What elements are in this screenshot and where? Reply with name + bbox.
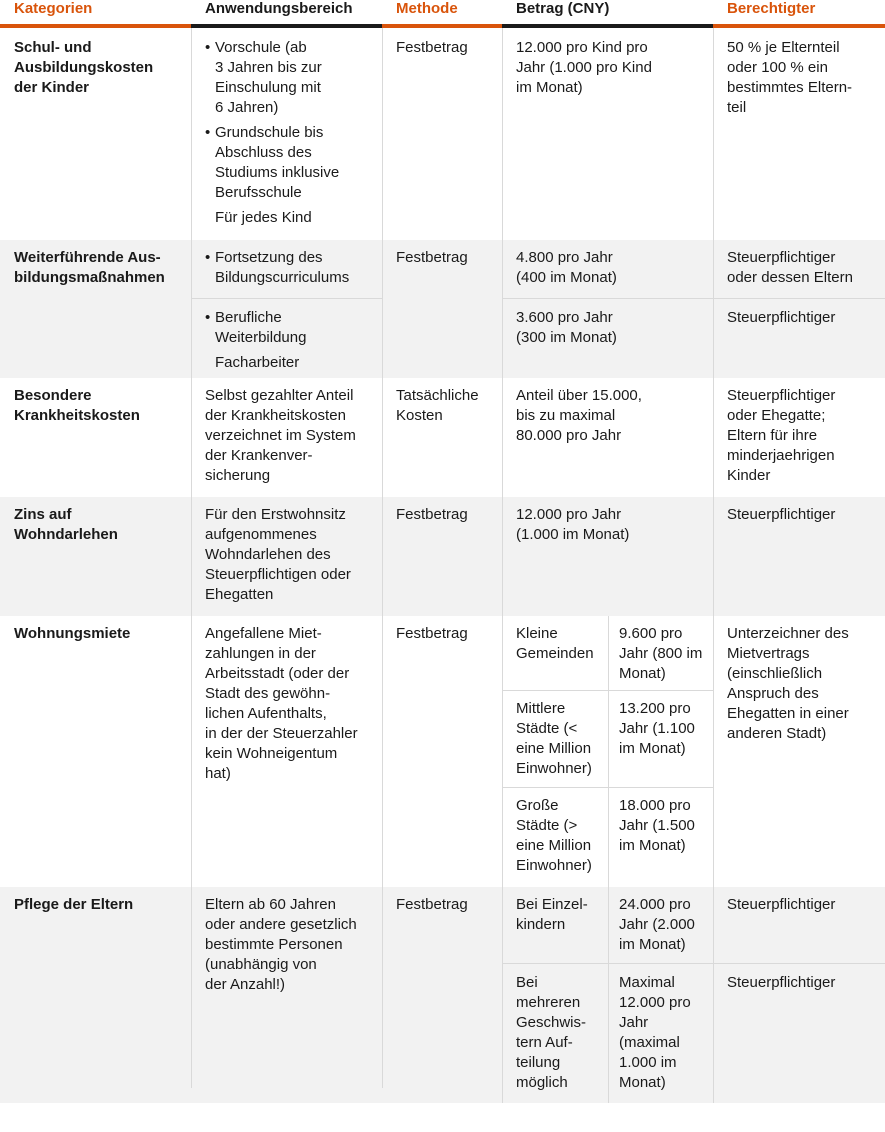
- eligible-cell: Steuerpflichtiger oder dessen Eltern: [727, 249, 853, 286]
- scope-cell: [191, 238, 382, 288]
- column-divider: [713, 28, 714, 1103]
- amount-cell: 12.000 pro Kind pro Jahr (1.000 pro Kind im Monat): [516, 39, 652, 96]
- eligible-cell: Steuerpflichtiger: [727, 974, 836, 991]
- bullet-icon: •: [205, 249, 211, 266]
- list-item: [205, 38, 374, 118]
- list-item-text: Fortsetzung des Bildungscurriculums: [215, 249, 350, 286]
- amount-cell: 24.000 pro Jahr (2.000 im Monat): [619, 896, 695, 953]
- scope-cell: [191, 298, 382, 373]
- bullet-icon: •: [205, 124, 211, 141]
- scope-cell: Eltern ab 60 Jahren oder andere gesetzlich bestimmte Personen (unabhängig von der Anzahl!): [205, 896, 357, 993]
- amount-cell: Anteil über 15.000, bis zu maximal 80.000 pro Jahr: [516, 387, 642, 444]
- list-item-text: Grundschule bis Abschluss des Studiums inklusive Berufsschule: [215, 124, 340, 201]
- scope-cell: Angefallene Miet- zahlungen in der Arbeitsstadt (oder der Stadt des gewöhn- lichen Aufenthalts, in der der Steuerzahler kein Wohneigentum hat): [205, 625, 358, 782]
- column-divider: [382, 28, 383, 1088]
- eligible-cell: Steuerpflichtiger: [727, 506, 836, 523]
- scope-note: Facharbeiter: [215, 354, 300, 371]
- method-cell: Festbetrag: [396, 506, 468, 523]
- row-band-pflege: [0, 887, 885, 1103]
- scope-cell: Selbst gezahlter Anteil der Krankheitskosten verzeichnet im System der Krankenver- sicherung: [205, 387, 356, 484]
- method-cell: Festbetrag: [396, 39, 468, 56]
- method-cell: Festbetrag: [396, 249, 468, 266]
- bullet-icon: •: [205, 309, 211, 326]
- header-anwendungsbereich: Anwendungsbereich: [205, 0, 353, 17]
- list-item-text: Berufliche Weiterbildung: [215, 309, 307, 346]
- list-item: [205, 248, 374, 288]
- header-methode: Methode: [396, 0, 458, 17]
- method-cell: Tatsächliche Kosten: [396, 387, 479, 424]
- header-kategorien: Kategorien: [14, 0, 93, 17]
- category-label: Wohnungsmiete: [14, 625, 131, 642]
- list-item: [205, 123, 374, 203]
- list-item-text: Vorschule (ab 3 Jahren bis zur Einschulung mit 6 Jahren): [215, 39, 322, 116]
- category-label: Zins auf Wohndarlehen: [14, 506, 118, 543]
- amount-cell: Maximal 12.000 pro Jahr (maximal 1.000 im Monat): [619, 974, 691, 1091]
- scope-cell: Für den Erstwohnsitz aufgenommenes Wohndarlehen des Steuerpflichtigen oder Ehegatten: [205, 506, 351, 603]
- subcategory-label: Bei mehreren Geschwis- tern Auf- teilung möglich: [516, 974, 587, 1091]
- amount-cell: 12.000 pro Jahr (1.000 im Monat): [516, 506, 630, 543]
- bullet-icon: •: [205, 39, 211, 56]
- scope-note: Für jedes Kind: [215, 209, 312, 226]
- header-berechtigter: Berechtigter: [727, 0, 816, 17]
- eligible-cell: Unterzeichner des Mietvertrags (einschließlich Anspruch des Ehegatten in einer anderen Stadt): [727, 625, 849, 742]
- header-betrag: Betrag (CNY): [516, 0, 610, 17]
- list-item: [205, 308, 374, 348]
- column-divider: [502, 28, 503, 1103]
- subcategory-label: Mittlere Städte (< eine Million Einwohner): [516, 700, 592, 777]
- eligible-cell: 50 % je Elternteil oder 100 % ein bestimmtes Eltern- teil: [727, 39, 853, 116]
- eligible-cell: Steuerpflichtiger oder Ehegatte; Eltern für ihre minderjaehrigen Kinder: [727, 387, 836, 484]
- category-label: Pflege der Eltern: [14, 896, 134, 913]
- amount-cell: 9.600 pro Jahr (800 im Monat): [619, 625, 703, 682]
- subcategory-label: Bei Einzel- kindern: [516, 896, 588, 933]
- category-label: Weiterführende Aus- bildungsmaßnahmen: [14, 249, 165, 286]
- subcategory-label: Große Städte (> eine Million Einwohner): [516, 797, 592, 874]
- category-label: Schul- und Ausbildungskosten der Kinder: [14, 39, 154, 96]
- eligible-cell: Steuerpflichtiger: [727, 309, 836, 326]
- scope-cell: [191, 28, 382, 228]
- amount-cell: 4.800 pro Jahr (400 im Monat): [516, 249, 617, 286]
- category-label: Besondere Krankheitskosten: [14, 387, 140, 424]
- eligible-cell: Steuerpflichtiger: [727, 896, 836, 913]
- method-cell: Festbetrag: [396, 625, 468, 642]
- method-cell: Festbetrag: [396, 896, 468, 913]
- amount-cell: 3.600 pro Jahr (300 im Monat): [516, 309, 617, 346]
- subcategory-label: Kleine Gemeinden: [516, 625, 594, 662]
- amount-cell: 18.000 pro Jahr (1.500 im Monat): [619, 797, 695, 854]
- amount-cell: 13.200 pro Jahr (1.100 im Monat): [619, 700, 695, 757]
